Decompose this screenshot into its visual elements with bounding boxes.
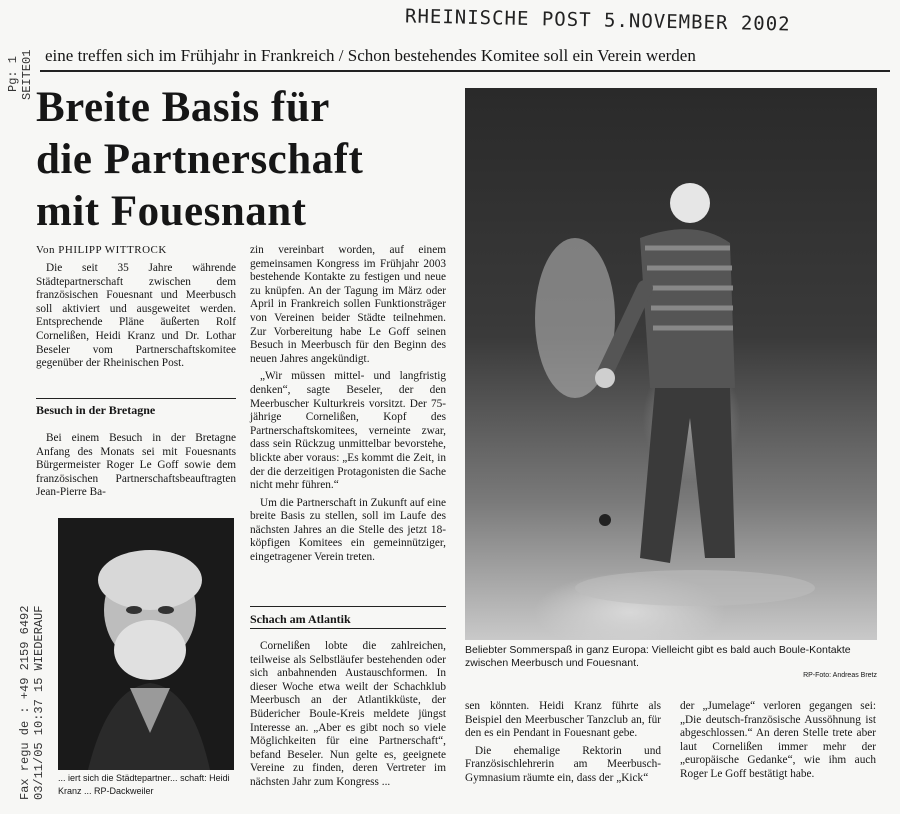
side-page-stamp: Pg: 1	[6, 55, 20, 92]
photo-credit: RP-Foto: Andreas Bretz	[803, 672, 877, 679]
col4-paragraph-1: der „Jumelage“ verloren gegangen sei: „Die deutsch-französische Aussöhnung ist abgeschlossen.“ An deren Stelle trete aber laut Cornelißen immer mehr der „europäische Gedanke“, wie ihm auch Roger Le Goff bestätigt habe.	[680, 700, 876, 780]
article-kicker: eine treffen sich im Frühjahr in Frankreich / Schon bestehendes Komitee soll ein Verein werden	[45, 46, 696, 65]
col3-paragraph-2: Die ehemalige Rektorin und Französischlehrerin am Meerbusch-Gymnasium räumte ein, dass der „Kick“	[465, 744, 661, 784]
col1-rule	[36, 398, 236, 399]
side-section-stamp: SEITE01	[20, 49, 34, 100]
col1-subheading: Besuch in der Bretagne	[36, 403, 156, 417]
column-1-b	[36, 432, 236, 504]
col1-paragraph-2: Bei einem Besuch in der Bretagne Anfang des Monats sei mit Fouesnants Bürgermeister Roger Le Goff sowie dem französischen Partnerschaftsbeauftragten Jean-Pierre Ba-	[36, 432, 236, 499]
boule-player-illustration	[465, 88, 877, 640]
headline-line-3: mit Fouesnant	[36, 188, 307, 235]
photo-caption: Beliebter Sommerspaß in ganz Europa: Vielleicht gibt es bald auch Boule-Kontakte zwischen Meerbusch und Fouesnant.	[465, 644, 851, 669]
col2-subheading: Schach am Atlantik	[250, 612, 351, 626]
col2-paragraph-1: zin vereinbart worden, auf einem gemeinsamen Kongress im Frühjahr 2003 bestehende Kontakte zu festigen und neue zu knüpfen. An der Tagung im März oder April in Frankreich sollen Funktionsträger von Vereinen beider Städte teilnehmen. Zur Vorbereitung habe Le Goff seinen Besuch in Meerbusch für den Beginn des neuen Jahres angekündigt.	[250, 244, 446, 365]
column-2-b	[250, 640, 446, 810]
col2-paragraph-3: Um die Partnerschaft in Zukunft auf eine breite Basis zu stellen, soll im Laufe des nächsten Jahres an die Stelle des jetzt 18-köpfigen Komitees ein gemeinnütziger, eingetragener Verein treten.	[250, 496, 446, 564]
column-2	[250, 244, 446, 569]
portrait-photo	[58, 518, 234, 770]
headline-line-1: Breite Basis für	[36, 84, 330, 131]
column-1	[36, 262, 236, 375]
col2-rule-2	[250, 628, 446, 629]
byline: Von PHILIPP WITTROCK	[36, 244, 167, 256]
col3-paragraph-1: sen könnten. Heidi Kranz führte als Beispiel den Meerbuscher Tanzclub an, für den es ein Pendant in Fouesnant gebe.	[465, 700, 661, 740]
column-3	[465, 700, 661, 790]
boule-player-photo	[465, 88, 877, 640]
col2-rule	[250, 606, 446, 607]
fax-header-line: Fax regu de : +49 2159 6492	[18, 605, 32, 800]
portrait-illustration	[58, 518, 234, 770]
headline-line-2: die Partnerschaft	[36, 136, 364, 183]
column-4	[680, 700, 876, 786]
article-headline	[36, 82, 456, 238]
col2-paragraph-4: Cornelißen lobte die zahlreichen, teilweise als Selbstläufer bestehenden oder sich anbahnenden Austauschformen. In dieser Woche etwa weilt der Schachklub Meerbusch an der Atlantikküste, der Büdericher Boule-Kreis meldete jüngst Interesse an. „Aber es gibt noch so viele Möglichkeiten für eine Partnerschaft“, befand Beseler. Nun gelte es, geeignete Vereine zu finden, deren Vertreter im nächsten Jahr zum Kongress ...	[250, 640, 446, 788]
portrait-caption: ... iert sich die Städtepartner... schaft: Heidi Kranz ... RP-Dackweiler	[58, 773, 230, 796]
top-rule	[40, 70, 890, 72]
col2-paragraph-2: „Wir müssen mittel- und langfristig denken“, sagte Beseler, der den Meerbuscher Kulturkreis vorsitzt. Der 75-jährige Cornelißen, Kopf des Partnerschaftskomitees, verneinte zwar, dass sein Rückzug unmittelbar bevorstehe, blickte aber voraus: „Es kommt die Zeit, in der die derzeitigen Protagonisten die Sache nicht mehr führen.“	[250, 370, 446, 492]
col1-paragraph-1: Die seit 35 Jahre währende Städtepartnerschaft zwischen dem französischen Fouesnant und Meerbusch soll aktiviert und ausgeweitet werden. Entsprechende Pläne äußerten Rolf Cornelißen, Heidi Kranz und Dr. Lothar Beseler vom Partnerschaftskomitee gegenüber der Rheinischen Post.	[36, 262, 236, 370]
fax-timestamp-line: 03/11/05 10:37 15 WIEDERAUF	[32, 605, 46, 800]
handwritten-source-note: RHEINISCHE POST 5.NOVEMBER 2002	[404, 5, 791, 36]
